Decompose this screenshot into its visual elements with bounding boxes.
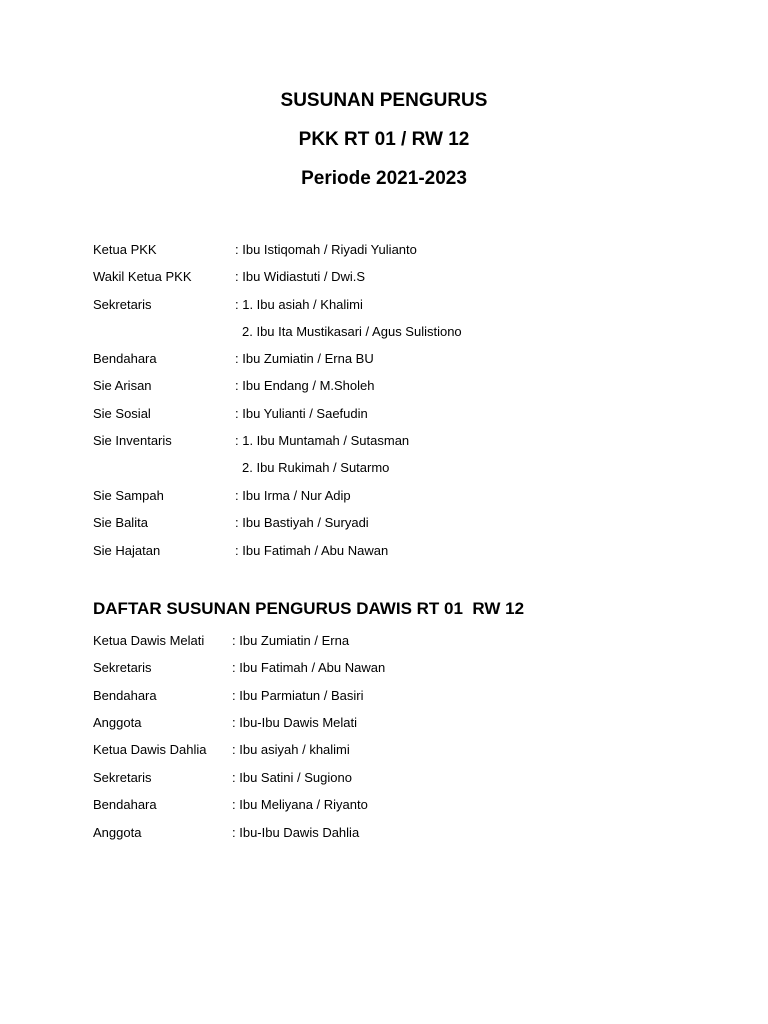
- member-value: : Ibu Widiastuti / Dwi.S: [235, 269, 366, 284]
- member-value: : Ibu asiyah / khalimi: [232, 742, 350, 757]
- document-period: Periode 2021-2023: [301, 168, 467, 189]
- role-label: Sie Inventaris: [93, 433, 172, 448]
- role-label: Sie Arisan: [93, 378, 152, 393]
- role-label: Sekretaris: [93, 770, 152, 785]
- role-label: Bendahara: [93, 688, 157, 703]
- role-label: Ketua PKK: [93, 242, 157, 257]
- role-label: Sie Balita: [93, 515, 148, 530]
- role-label: Ketua Dawis Melati: [93, 633, 205, 648]
- member-value: 2. Ibu Rukimah / Sutarmo: [242, 460, 390, 475]
- dawis-section-heading: DAFTAR SUSUNAN PENGURUS DAWIS RT 01 RW 12: [93, 599, 525, 618]
- member-value: : Ibu Zumiatin / Erna BU: [235, 351, 374, 366]
- role-label: Wakil Ketua PKK: [93, 269, 192, 284]
- role-label: Sie Sosial: [93, 406, 151, 421]
- member-value: : Ibu Parmiatun / Basiri: [232, 688, 364, 703]
- member-value: : Ibu Bastiyah / Suryadi: [235, 515, 369, 530]
- member-value: : Ibu Meliyana / Riyanto: [232, 797, 368, 812]
- member-value: : Ibu-Ibu Dawis Dahlia: [232, 825, 360, 840]
- member-value: : Ibu-Ibu Dawis Melati: [232, 715, 357, 730]
- role-label: Sekretaris: [93, 297, 152, 312]
- member-value: : Ibu Endang / M.Sholeh: [235, 378, 375, 393]
- member-value: 2. Ibu Ita Mustikasari / Agus Sulistiono: [242, 324, 462, 339]
- role-label: Anggota: [93, 825, 142, 840]
- document-title: SUSUNAN PENGURUS: [280, 90, 488, 111]
- member-value: : Ibu Irma / Nur Adip: [235, 488, 351, 503]
- member-value: : Ibu Istiqomah / Riyadi Yulianto: [235, 242, 417, 257]
- role-label: Sie Sampah: [93, 488, 164, 503]
- role-label: Sekretaris: [93, 660, 152, 675]
- role-label: Ketua Dawis Dahlia: [93, 742, 207, 757]
- member-value: : Ibu Fatimah / Abu Nawan: [232, 660, 386, 675]
- role-label: Bendahara: [93, 351, 157, 366]
- role-label: Anggota: [93, 715, 142, 730]
- member-value: : 1. Ibu asiah / Khalimi: [235, 297, 363, 312]
- member-value: : Ibu Zumiatin / Erna: [232, 633, 350, 648]
- member-value: : Ibu Yulianti / Saefudin: [235, 406, 368, 421]
- member-value: : Ibu Satini / Sugiono: [232, 770, 352, 785]
- role-label: Bendahara: [93, 797, 157, 812]
- member-value: : Ibu Fatimah / Abu Nawan: [235, 543, 389, 558]
- document-subtitle: PKK RT 01 / RW 12: [298, 129, 470, 150]
- role-label: Sie Hajatan: [93, 543, 161, 558]
- member-value: : 1. Ibu Muntamah / Sutasman: [235, 433, 410, 448]
